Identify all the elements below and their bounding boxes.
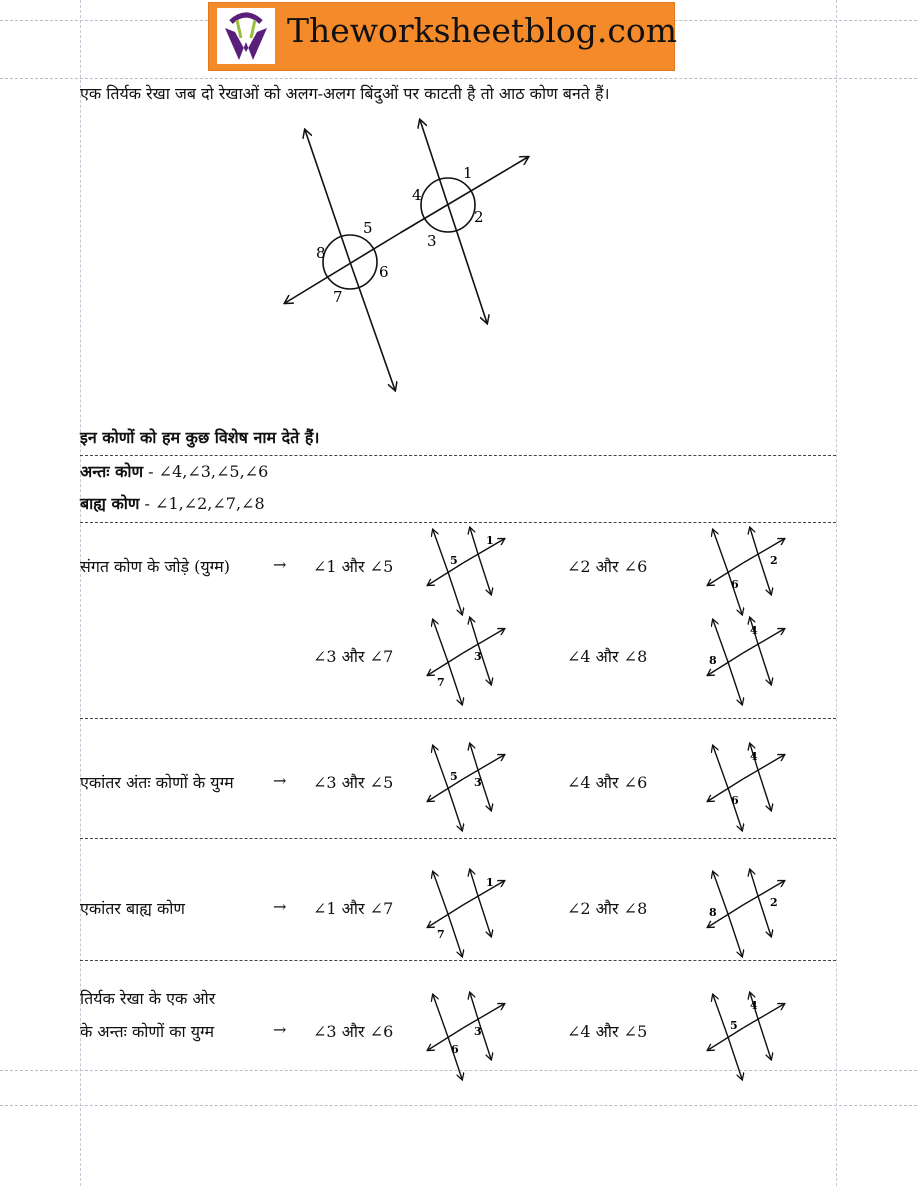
angle-label: 6 [379, 263, 389, 281]
angle-label: 8 [709, 654, 717, 667]
angle-label: 4 [750, 750, 758, 763]
angle-label: 4 [412, 186, 422, 204]
angle-label: 4 [750, 999, 758, 1012]
angle-label: 8 [709, 906, 717, 919]
angle-label: 3 [474, 650, 482, 663]
angle-pair-diagram [420, 738, 520, 838]
angle-pair-text: ∠4 और ∠5 [567, 1022, 648, 1041]
angle-label: 2 [770, 896, 778, 909]
angle-pair-diagram [700, 738, 800, 838]
angle-label: 8 [316, 244, 326, 262]
separator [80, 838, 836, 839]
angle-pair-text: ∠1 और ∠7 [313, 899, 394, 918]
angle-pair-diagram [420, 864, 520, 964]
arrow-icon: → [273, 555, 287, 574]
angle-label: 6 [731, 578, 739, 591]
angle-pair-diagram [420, 522, 520, 622]
exterior-label: बाह्य कोण [80, 494, 140, 513]
angle-pair-diagram [700, 987, 800, 1087]
section-title: एकांतर अंतः कोणों के युग्म [80, 773, 234, 792]
angle-pair-text: ∠3 और ∠6 [313, 1022, 394, 1041]
angle-label: 5 [363, 219, 373, 237]
angle-pair-diagram [420, 612, 520, 712]
section-title: तिर्यक रेखा के एक ओर [80, 989, 216, 1008]
angle-pair-diagram [700, 612, 800, 712]
angle-pair-text: ∠1 और ∠5 [313, 557, 394, 576]
names-heading: इन कोणों को हम कुछ विशेष नाम देते हैं। [80, 428, 320, 447]
site-name: Theworksheetblog.com [287, 11, 677, 50]
guide-line [0, 1105, 917, 1106]
angle-label: 3 [427, 232, 437, 250]
angle-pair-text: ∠2 और ∠8 [567, 899, 648, 918]
exterior-angles: - ∠1,∠2,∠7,∠8 [144, 494, 265, 513]
angle-label: 2 [770, 554, 778, 567]
section-title: संगत कोण के जोड़े (युग्म) [80, 557, 230, 576]
section-title: के अन्तः कोणों का युग्म [80, 1022, 215, 1041]
interior-angles: - ∠4,∠3,∠5,∠6 [148, 462, 269, 481]
angle-label: 1 [463, 164, 473, 182]
angle-pair-diagram [420, 987, 520, 1087]
angle-label: 2 [474, 208, 484, 226]
angle-pair-text: ∠3 और ∠5 [313, 773, 394, 792]
angle-label: 4 [750, 624, 758, 637]
arrow-icon: → [273, 771, 287, 790]
angle-label: 5 [450, 770, 458, 783]
angle-pair-text: ∠3 और ∠7 [313, 647, 394, 666]
arrow-icon: → [273, 897, 287, 916]
angle-label: 7 [333, 288, 343, 306]
angle-label: 7 [437, 928, 445, 941]
angle-pair-diagram [700, 522, 800, 622]
arrow-icon: → [273, 1020, 287, 1039]
angle-label: 7 [437, 676, 445, 689]
angle-label: 1 [486, 876, 494, 889]
separator [80, 718, 836, 719]
main-angle-diagram [0, 0, 917, 420]
angle-label: 3 [474, 1025, 482, 1038]
angle-pair-text: ∠2 और ∠6 [567, 557, 648, 576]
angle-pair-diagram [700, 864, 800, 964]
angle-pair-text: ∠4 और ∠8 [567, 647, 648, 666]
section-title: एकांतर बाह्य कोण [80, 899, 185, 918]
angle-label: 6 [451, 1043, 459, 1056]
angle-pair-text: ∠4 और ∠6 [567, 773, 648, 792]
intro-text: एक तिर्यक रेखा जब दो रेखाओं को अलग-अलग बिंदुओं पर काटती है तो आठ कोण बनते हैं। [80, 84, 610, 103]
separator [80, 455, 836, 456]
angle-label: 5 [450, 554, 458, 567]
angle-label: 1 [486, 534, 494, 547]
interior-label: अन्तः कोण [80, 462, 144, 481]
angle-label: 6 [731, 794, 739, 807]
angle-label: 3 [474, 776, 482, 789]
angle-label: 5 [730, 1019, 738, 1032]
